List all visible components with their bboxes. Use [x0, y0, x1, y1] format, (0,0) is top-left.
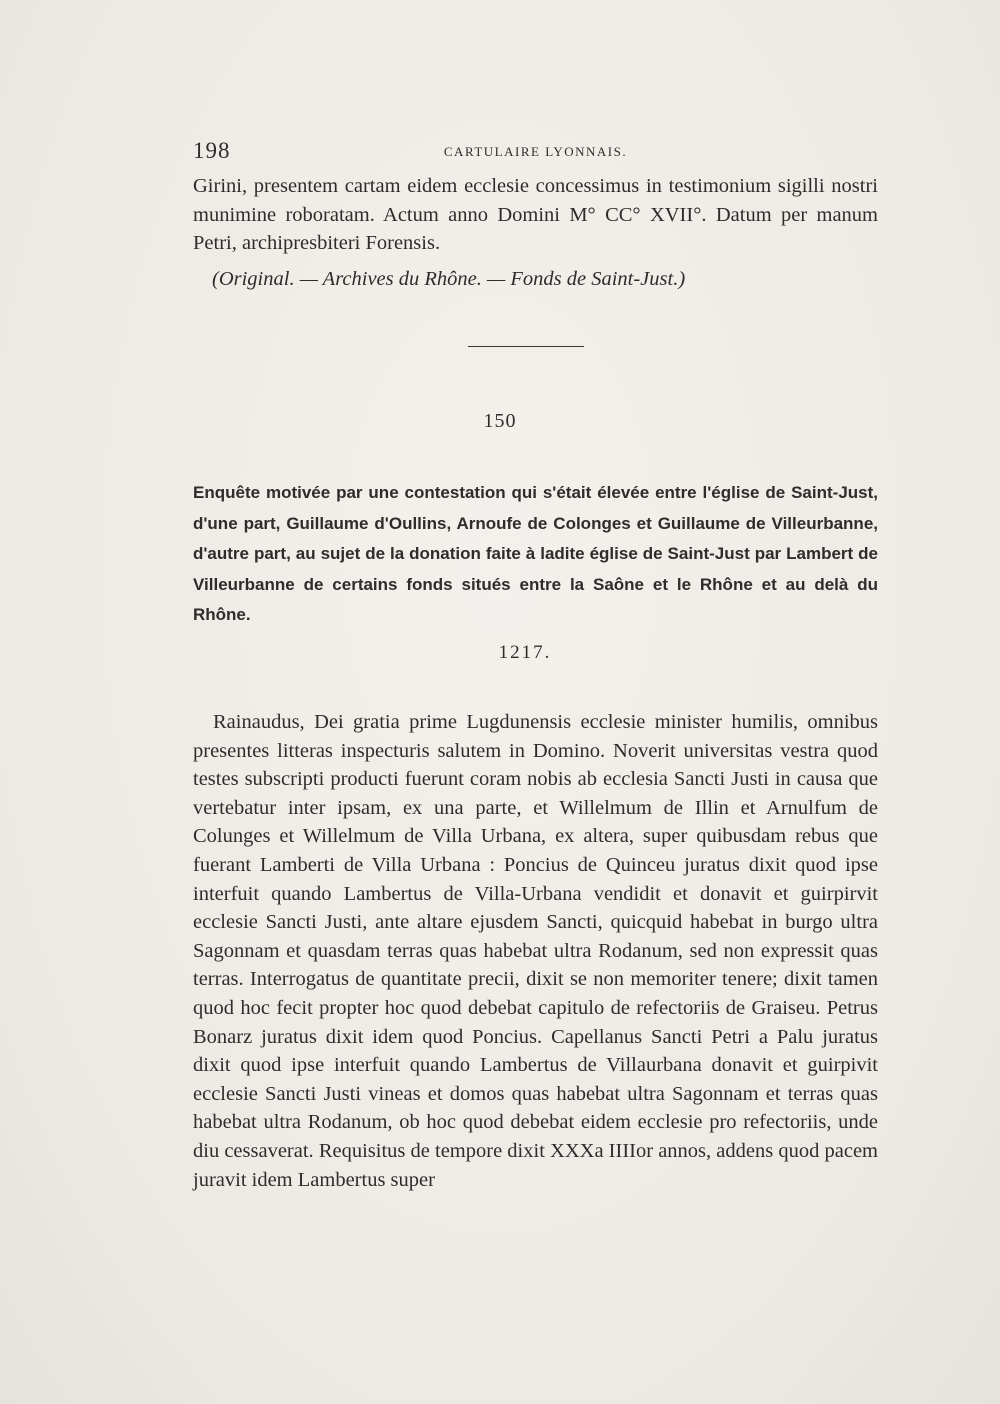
running-title: CARTULAIRE LYONNAIS. [443, 144, 628, 159]
page-header [193, 138, 878, 168]
document-number: 150 [483, 410, 517, 432]
document-summary [193, 478, 878, 631]
summary-text: Enquête motivée par une contestation qui s'était élevée entre l'église de Saint-Just, d'une part, Guillaume d'Oullins, Arnoufe de Colonges et Guillaume de Villeurbanne, d'autre part, au sujet de la donation faite à ladite église de Saint-Just par Lambert de Villeurbanne de certains fonds situés entre la Saône et le Rhône et au delà du Rhône. [193, 483, 878, 624]
body-text: Rainaudus, Dei gratia prime Lugdunensis ecclesie minister humilis, omnibus presentes litteras inspecturis salutem in Domino. Noverit universitas vestra quod testes subscripti producti fuerunt coram nobis ab ecclesia Sancti Justi in causa que vertebatur inter ipsam, ex una parte, et Willelmum de Illin et Arnulfum de Colunges et Willelmum de Villa Urbana, ex altera, super quibusdam rebus que fuerant Lamberti de Villa Urbana : Poncius de Quinceu juratus dixit quod ipse interfuit quando Lambertus de Villa-Urbana vendidit et donavit et guirpirvit ecclesie Sancti Justi, ante altare ejusdem Sancti, quicquid habebat in burgo ultra Sagonnam et quasdam terras quas habebat ultra Rodanum, sed non expressit quas terras. Interrogatus de quantitate precii, dixit se non memoriter tenere; dixit tamen quod hoc fecit propter hoc quod debebat capitulo de refectoriis de Graiseu. Petrus Bonarz juratus dixit idem quod Poncius. Capellanus Sancti Petri a Palu juratus dixit quod ipse interfuit quando Lambertus de Villaurbana donavit et guirpivit ecclesie Sancti Justi vineas et domos quas habebat ultra Sagonnam et terras quas habebat ultra Rodanum, ob hoc quod debebat eidem ecclesie pro refectoriis, unde diu cessaverat. Requisitus de tempore dixit XXXa IIIIor annos, addens quod pacem juravit idem Lambertus super [193, 711, 878, 1191]
previous-document-closing: Girini, presentem cartam eidem ecclesie concessimus in testimonium sigilli nostri munimine roboratam. Actum anno Domini M° CC° XVII°. Datum per manum Petri, archipresbiteri Forensis. [193, 175, 878, 254]
document-date: 1217. [498, 642, 552, 663]
source-citation: (Original. — Archives du Rhône. — Fonds de Saint-Just.) [212, 268, 686, 290]
previous-document-text [193, 172, 878, 258]
page-number: 198 [193, 138, 231, 163]
section-divider [468, 346, 584, 347]
document-body [193, 708, 878, 1194]
